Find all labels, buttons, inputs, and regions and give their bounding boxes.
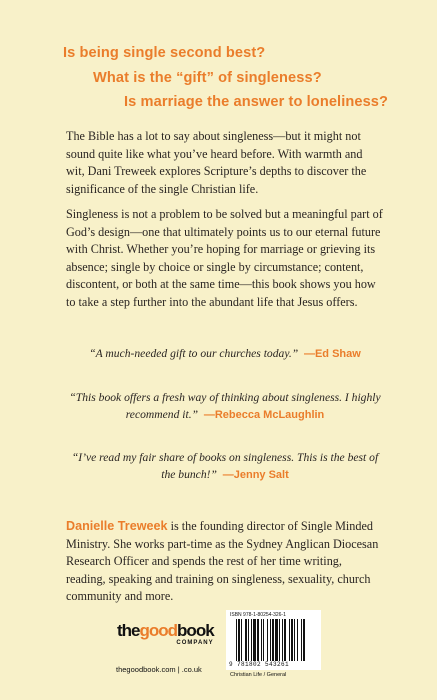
book-category: Christian Life / General [230, 672, 287, 678]
description-paragraph-1: The Bible has a lot to say about singleness—but it might not sound quite like what you’ve heard before. With warmth and wit, Dani Treweek explores Scripture’s depths to discover the significance of the single Christian life. [66, 129, 367, 196]
publisher-company: COMPANY [176, 640, 214, 646]
author-bio-text: is the founding director of Single Minded Ministry. She works part-time as the Sydney Anglican Diocesan Research Officer and spends the rest of her time writing, reading, speaking and training on singleness, sexuality, church community and more. [66, 519, 379, 604]
author-name: Danielle Treweek [66, 519, 168, 533]
endorsement-text: “A much-needed gift to our churches today.” [89, 347, 299, 360]
question-3: Is marriage the answer to loneliness? [124, 94, 389, 110]
publisher-logo [117, 622, 214, 646]
endorsement-text: “I’ve read my fair share of books on singleness. This is the best of the bunch!” [71, 451, 379, 481]
description-paragraph-2: Singleness is not a problem to be solved but a meaningful part of God’s design—one that ultimately points us to our eternal future with Christ. Whether you’re hoping for marriage or grieving its absence; single by choice or single by circumstance; content, discontent, or both at the same time—this book shows you how to take a step further into the abundant life that Jesus offers. [66, 207, 383, 309]
endorsement-3 [66, 449, 384, 484]
question-1: Is being single second best? [63, 45, 266, 61]
endorsement-2 [66, 389, 384, 424]
publisher-brand: thegoodbook [117, 621, 214, 640]
endorsement-author: —Ed Shaw [303, 348, 361, 360]
barcode-icon [236, 619, 318, 661]
isbn-label: ISBN 978-1-80254-326-1 [230, 612, 286, 618]
publisher-website: thegoodbook.com | .co.uk [116, 665, 202, 674]
endorsement-author: —Jenny Salt [222, 469, 289, 481]
endorsement-text: “This book offers a fresh way of thinking about singleness. I highly recommend it.” [69, 391, 381, 421]
barcode-digits: 9 781802 543261 [229, 661, 290, 668]
author-bio [66, 518, 384, 606]
question-2: What is the “gift” of singleness? [93, 70, 322, 86]
endorsement-1 [66, 345, 384, 363]
endorsement-author: —Rebecca McLaughlin [203, 409, 325, 421]
